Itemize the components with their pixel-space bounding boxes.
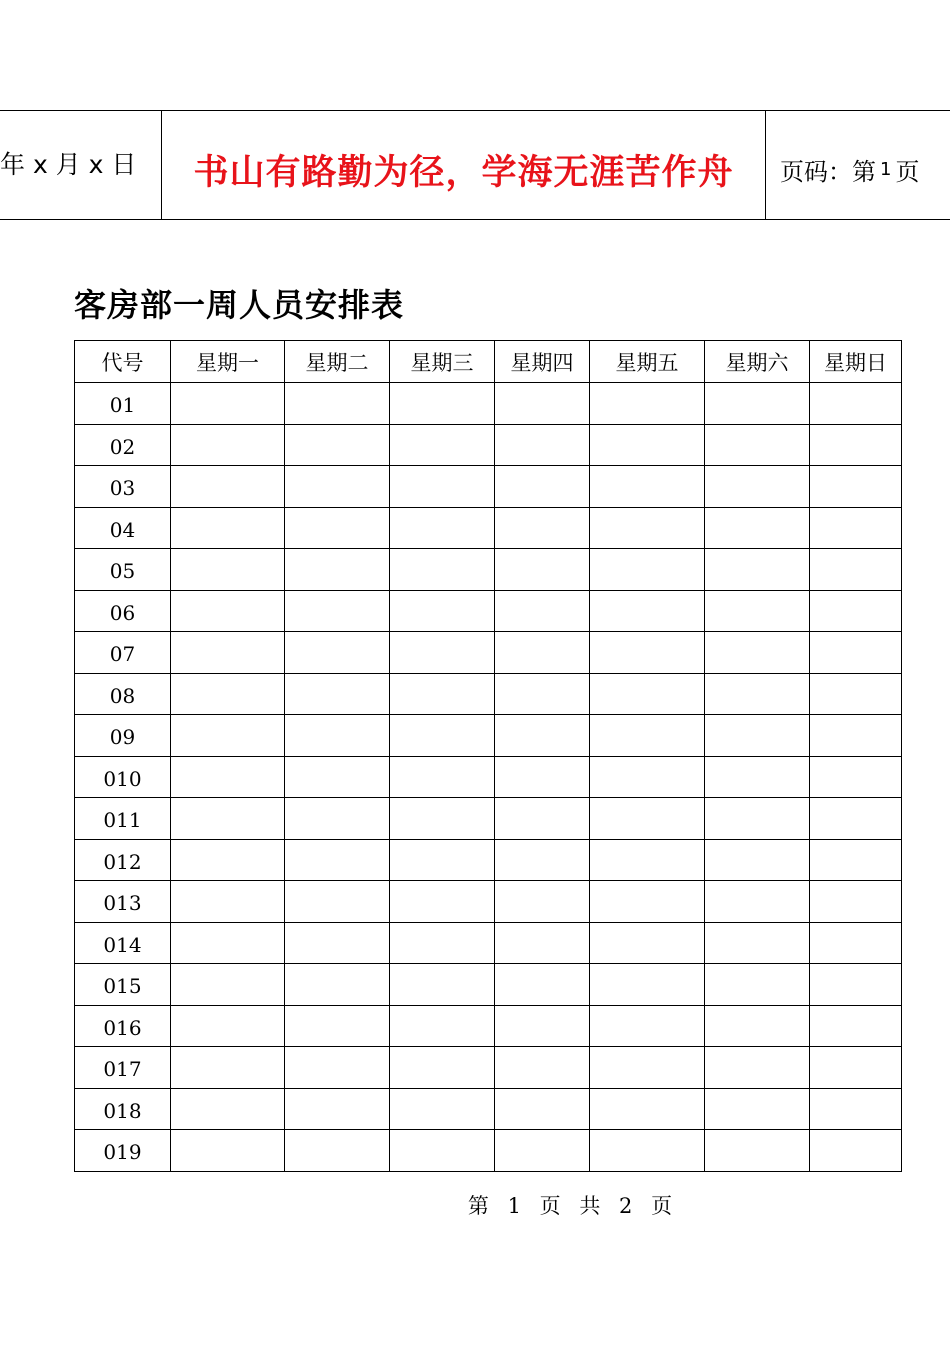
schedule-cell[interactable] — [590, 632, 705, 674]
row-code-cell: 018 — [75, 1088, 171, 1130]
schedule-cell[interactable] — [705, 881, 810, 923]
row-code-cell: 06 — [75, 590, 171, 632]
schedule-cell[interactable] — [171, 424, 285, 466]
schedule-cell[interactable] — [285, 424, 390, 466]
header-page-number — [766, 111, 950, 219]
schedule-cell[interactable] — [705, 756, 810, 798]
table-row — [75, 466, 902, 508]
schedule-cell[interactable] — [285, 590, 390, 632]
schedule-cell[interactable] — [495, 964, 590, 1006]
row-code-cell: 011 — [75, 798, 171, 840]
row-code-cell: 01 — [75, 383, 171, 425]
schedule-cell[interactable] — [390, 466, 495, 508]
schedule-cell[interactable] — [705, 549, 810, 591]
table-row — [75, 756, 902, 798]
table-header-row — [75, 341, 902, 383]
schedule-cell[interactable] — [171, 1130, 285, 1172]
schedule-cell[interactable] — [171, 1088, 285, 1130]
schedule-cell[interactable] — [390, 881, 495, 923]
schedule-cell[interactable] — [390, 922, 495, 964]
schedule-cell[interactable] — [705, 839, 810, 881]
schedule-cell[interactable] — [390, 1047, 495, 1089]
schedule-cell[interactable] — [810, 507, 902, 549]
table-row — [75, 507, 902, 549]
table-row — [75, 964, 902, 1006]
row-code-cell: 017 — [75, 1047, 171, 1089]
schedule-cell[interactable] — [810, 756, 902, 798]
schedule-cell[interactable] — [810, 1047, 902, 1089]
schedule-cell[interactable] — [171, 922, 285, 964]
schedule-cell[interactable] — [590, 964, 705, 1006]
footer-current-page: 1 — [507, 1194, 521, 1218]
schedule-cell[interactable] — [390, 1130, 495, 1172]
schedule-cell[interactable] — [495, 673, 590, 715]
schedule-cell[interactable] — [810, 632, 902, 674]
table-row — [75, 590, 902, 632]
table-row — [75, 1005, 902, 1047]
row-code-cell: 04 — [75, 507, 171, 549]
table-row — [75, 922, 902, 964]
schedule-cell[interactable] — [285, 383, 390, 425]
document-title: 客房部一周人员安排表 — [74, 286, 405, 324]
column-header: 星期六 — [705, 341, 810, 383]
schedule-cell[interactable] — [495, 424, 590, 466]
schedule-cell[interactable] — [495, 507, 590, 549]
header-date — [0, 111, 162, 219]
column-header: 代号 — [75, 341, 171, 383]
schedule-cell[interactable] — [285, 466, 390, 508]
schedule-cell[interactable] — [590, 1005, 705, 1047]
schedule-cell[interactable] — [171, 964, 285, 1006]
schedule-cell[interactable] — [590, 922, 705, 964]
schedule-cell[interactable] — [810, 590, 902, 632]
schedule-cell[interactable] — [285, 922, 390, 964]
footer-total-pages: 2 — [619, 1194, 633, 1218]
schedule-cell[interactable] — [171, 1047, 285, 1089]
schedule-cell[interactable] — [390, 798, 495, 840]
row-code-cell: 03 — [75, 466, 171, 508]
table-body — [75, 383, 902, 1172]
schedule-cell[interactable] — [171, 798, 285, 840]
schedule-cell[interactable] — [285, 1088, 390, 1130]
schedule-cell[interactable] — [705, 964, 810, 1006]
schedule-cell[interactable] — [285, 1047, 390, 1089]
schedule-cell[interactable] — [810, 549, 902, 591]
schedule-cell[interactable] — [705, 466, 810, 508]
schedule-cell[interactable] — [810, 964, 902, 1006]
column-header: 星期二 — [285, 341, 390, 383]
schedule-cell[interactable] — [705, 424, 810, 466]
schedule-cell[interactable] — [171, 632, 285, 674]
footer-ye: 页 — [539, 1194, 561, 1218]
schedule-cell[interactable] — [590, 1047, 705, 1089]
schedule-cell[interactable] — [590, 673, 705, 715]
page-header — [0, 110, 950, 220]
schedule-cell[interactable] — [705, 1047, 810, 1089]
schedule-cell[interactable] — [390, 507, 495, 549]
footer-di: 第 — [467, 1194, 489, 1218]
schedule-cell[interactable] — [495, 839, 590, 881]
schedule-cell[interactable] — [590, 549, 705, 591]
schedule-cell[interactable] — [590, 507, 705, 549]
schedule-cell[interactable] — [390, 590, 495, 632]
table-row — [75, 1130, 902, 1172]
schedule-cell[interactable] — [390, 632, 495, 674]
schedule-cell[interactable] — [810, 798, 902, 840]
footer-gong: 共 — [579, 1194, 601, 1218]
schedule-cell[interactable] — [171, 383, 285, 425]
schedule-cell[interactable] — [495, 756, 590, 798]
schedule-cell[interactable] — [495, 922, 590, 964]
schedule-cell[interactable] — [495, 549, 590, 591]
column-header: 星期日 — [810, 341, 902, 383]
schedule-cell[interactable] — [495, 715, 590, 757]
schedule-cell[interactable] — [285, 1130, 390, 1172]
schedule-cell[interactable] — [705, 1130, 810, 1172]
schedule-cell[interactable] — [171, 507, 285, 549]
schedule-cell[interactable] — [390, 1088, 495, 1130]
schedule-cell[interactable] — [390, 383, 495, 425]
schedule-cell[interactable] — [495, 1047, 590, 1089]
schedule-cell[interactable] — [390, 839, 495, 881]
schedule-table — [74, 340, 902, 1172]
schedule-cell[interactable] — [171, 1005, 285, 1047]
header-page-suffix: 页 — [895, 157, 920, 186]
schedule-cell[interactable] — [705, 632, 810, 674]
schedule-cell[interactable] — [285, 964, 390, 1006]
schedule-cell[interactable] — [285, 715, 390, 757]
schedule-cell[interactable] — [171, 673, 285, 715]
header-page-value: 1 — [880, 158, 892, 180]
header-date-text: 年 x 月 x 日 — [0, 150, 137, 179]
schedule-cell[interactable] — [810, 839, 902, 881]
row-code-cell: 010 — [75, 756, 171, 798]
table-row — [75, 549, 902, 591]
schedule-cell[interactable] — [495, 881, 590, 923]
schedule-cell[interactable] — [705, 507, 810, 549]
column-header: 星期一 — [171, 341, 285, 383]
schedule-cell[interactable] — [590, 424, 705, 466]
schedule-cell[interactable] — [171, 756, 285, 798]
schedule-cell[interactable] — [705, 590, 810, 632]
schedule-cell[interactable] — [810, 1130, 902, 1172]
schedule-cell[interactable] — [285, 1005, 390, 1047]
schedule-cell[interactable] — [285, 673, 390, 715]
schedule-cell[interactable] — [810, 424, 902, 466]
schedule-cell[interactable] — [810, 922, 902, 964]
schedule-cell[interactable] — [171, 590, 285, 632]
schedule-cell[interactable] — [705, 383, 810, 425]
table-row — [75, 798, 902, 840]
schedule-cell[interactable] — [495, 632, 590, 674]
schedule-cell[interactable] — [390, 673, 495, 715]
row-code-cell: 019 — [75, 1130, 171, 1172]
row-code-cell: 014 — [75, 922, 171, 964]
footer-ye-end: 页 — [651, 1194, 673, 1218]
table-row — [75, 715, 902, 757]
schedule-cell[interactable] — [810, 466, 902, 508]
schedule-cell[interactable] — [495, 383, 590, 425]
table-row — [75, 881, 902, 923]
schedule-cell[interactable] — [495, 1005, 590, 1047]
schedule-cell[interactable] — [590, 383, 705, 425]
schedule-cell[interactable] — [590, 590, 705, 632]
schedule-cell[interactable] — [171, 881, 285, 923]
row-code-cell: 07 — [75, 632, 171, 674]
header-motto — [162, 111, 766, 219]
schedule-cell[interactable] — [390, 424, 495, 466]
row-code-cell: 02 — [75, 424, 171, 466]
page-footer — [0, 1190, 950, 1220]
schedule-cell[interactable] — [810, 383, 902, 425]
schedule-cell[interactable] — [810, 1088, 902, 1130]
table-row — [75, 839, 902, 881]
row-code-cell: 05 — [75, 549, 171, 591]
table-row — [75, 424, 902, 466]
schedule-cell[interactable] — [810, 673, 902, 715]
table-row — [75, 1047, 902, 1089]
column-header: 星期四 — [495, 341, 590, 383]
schedule-cell[interactable] — [285, 881, 390, 923]
schedule-cell[interactable] — [705, 798, 810, 840]
schedule-cell[interactable] — [495, 798, 590, 840]
schedule-cell[interactable] — [390, 549, 495, 591]
schedule-cell[interactable] — [705, 1005, 810, 1047]
schedule-cell[interactable] — [390, 756, 495, 798]
schedule-cell[interactable] — [705, 715, 810, 757]
schedule-cell[interactable] — [285, 798, 390, 840]
header-page-label: 页码：第 — [780, 157, 876, 186]
schedule-cell[interactable] — [810, 881, 902, 923]
schedule-cell[interactable] — [390, 964, 495, 1006]
table-row — [75, 1088, 902, 1130]
schedule-cell[interactable] — [285, 756, 390, 798]
schedule-cell[interactable] — [810, 715, 902, 757]
row-code-cell: 013 — [75, 881, 171, 923]
schedule-cell[interactable] — [171, 715, 285, 757]
schedule-cell[interactable] — [590, 715, 705, 757]
schedule-cell[interactable] — [285, 507, 390, 549]
column-header: 星期五 — [590, 341, 705, 383]
schedule-cell[interactable] — [390, 715, 495, 757]
row-code-cell: 016 — [75, 1005, 171, 1047]
schedule-cell[interactable] — [590, 881, 705, 923]
schedule-cell[interactable] — [285, 549, 390, 591]
schedule-cell[interactable] — [285, 839, 390, 881]
row-code-cell: 012 — [75, 839, 171, 881]
schedule-cell[interactable] — [171, 466, 285, 508]
table-row — [75, 383, 902, 425]
schedule-cell[interactable] — [590, 466, 705, 508]
schedule-cell[interactable] — [285, 632, 390, 674]
schedule-cell[interactable] — [495, 1088, 590, 1130]
table-row — [75, 632, 902, 674]
schedule-cell[interactable] — [495, 1130, 590, 1172]
schedule-cell[interactable] — [590, 1088, 705, 1130]
schedule-cell[interactable] — [590, 1130, 705, 1172]
schedule-cell[interactable] — [590, 798, 705, 840]
schedule-cell[interactable] — [390, 1005, 495, 1047]
schedule-cell[interactable] — [495, 590, 590, 632]
row-code-cell: 09 — [75, 715, 171, 757]
header-motto-text: 书山有路勤为径，学海无涯苦作舟 — [193, 152, 734, 193]
row-code-cell: 08 — [75, 673, 171, 715]
schedule-cell[interactable] — [705, 922, 810, 964]
schedule-cell[interactable] — [590, 839, 705, 881]
schedule-cell[interactable] — [495, 466, 590, 508]
schedule-cell[interactable] — [705, 1088, 810, 1130]
column-header: 星期三 — [390, 341, 495, 383]
schedule-cell[interactable] — [705, 673, 810, 715]
row-code-cell: 015 — [75, 964, 171, 1006]
schedule-cell[interactable] — [590, 756, 705, 798]
schedule-cell[interactable] — [810, 1005, 902, 1047]
schedule-cell[interactable] — [171, 839, 285, 881]
table-row — [75, 673, 902, 715]
schedule-cell[interactable] — [171, 549, 285, 591]
